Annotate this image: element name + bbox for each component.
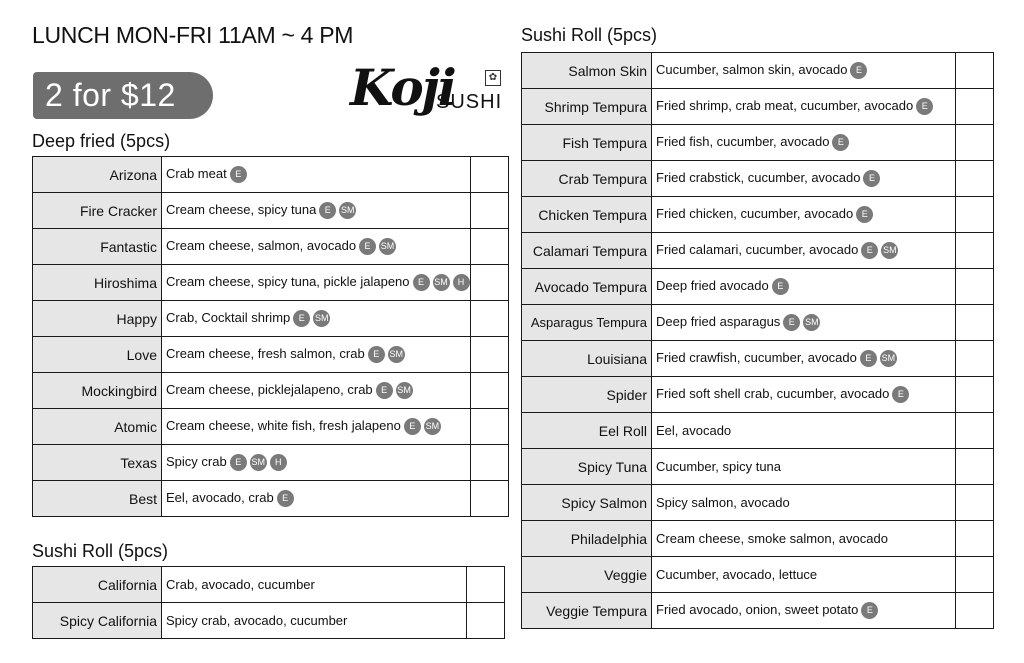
menu-item-name: Chicken Tempura [522, 197, 652, 233]
allergen-tag-icon: SM [880, 350, 897, 367]
order-checkbox-cell[interactable] [956, 269, 994, 305]
menu-row [33, 229, 509, 265]
menu-item-description [652, 269, 956, 305]
description-text: Cream cheese, salmon, avocado [166, 237, 357, 253]
menu-item-description [162, 157, 471, 193]
menu-item-description [162, 301, 471, 337]
menu-item-description [162, 409, 471, 445]
logo-wordmark: Koji [350, 58, 455, 117]
menu-item-description [162, 373, 471, 409]
order-checkbox-cell[interactable] [956, 557, 994, 593]
logo-stamp-icon: ✿ [485, 70, 501, 86]
allergen-tag-icon: E [368, 346, 385, 363]
description-text: Cream cheese, spicy tuna, pickle jalapeno [166, 273, 410, 289]
koji-sushi-logo [350, 58, 510, 118]
description-text: Fried calamari, cucumber, avocado [656, 241, 859, 257]
order-checkbox-cell[interactable] [470, 337, 508, 373]
allergen-tag-icon: E [916, 98, 933, 115]
order-checkbox-cell[interactable] [956, 521, 994, 557]
sushi-roll-right-title: Sushi Roll (5pcs) [521, 25, 658, 45]
menu-row [522, 233, 994, 269]
menu-row [33, 603, 505, 639]
description-text: Fried soft shell crab, cucumber, avocado [656, 385, 890, 401]
allergen-tag-icon: E [861, 602, 878, 619]
allergen-tag-icon: E [863, 170, 880, 187]
allergen-tag-icon: E [293, 310, 310, 327]
allergen-tag-icon: E [850, 62, 867, 79]
allergen-tag-icon: E [359, 238, 376, 255]
description-text: Cucumber, salmon skin, avocado [656, 61, 848, 77]
menu-item-name: Avocado Tempura [522, 269, 652, 305]
menu-row [522, 269, 994, 305]
menu-row [33, 157, 509, 193]
order-checkbox-cell[interactable] [470, 301, 508, 337]
allergen-tag-icon: E [860, 350, 877, 367]
menu-row [33, 373, 509, 409]
menu-item-description [162, 337, 471, 373]
menu-item-name: Happy [33, 301, 162, 337]
menu-item-name: Shrimp Tempura [522, 89, 652, 125]
menu-item-description [652, 593, 956, 629]
menu-row [522, 557, 994, 593]
lunch-hours-headline: LUNCH MON-FRI 11AM ~ 4 PM [32, 22, 354, 48]
description-text: Fried avocado, onion, sweet potato [656, 601, 859, 617]
allergen-tag-icon: E [277, 490, 294, 507]
order-checkbox-cell[interactable] [956, 233, 994, 269]
allergen-tag-icon: E [230, 454, 247, 471]
description-text: Fried crabstick, cucumber, avocado [656, 169, 861, 185]
menu-item-description [652, 89, 956, 125]
order-checkbox-cell[interactable] [956, 593, 994, 629]
menu-row [33, 567, 505, 603]
menu-item-name: Love [33, 337, 162, 373]
order-checkbox-cell[interactable] [956, 161, 994, 197]
menu-row [522, 305, 994, 341]
menu-row [522, 53, 994, 89]
allergen-tag-icon: E [413, 274, 430, 291]
description-text: Cream cheese, fresh salmon, crab [166, 345, 365, 361]
description-text: Cream cheese, white fish, fresh jalapeno [166, 417, 401, 433]
allergen-tag-icon: E [376, 382, 393, 399]
menu-row [522, 161, 994, 197]
description-text: Crab meat [166, 165, 227, 181]
menu-row [522, 413, 994, 449]
description-text: Cream cheese, picklejalapeno, crab [166, 381, 373, 397]
menu-item-name: Spicy Salmon [522, 485, 652, 521]
menu-item-description [162, 193, 471, 229]
allergen-tag-icon: SM [881, 242, 898, 259]
menu-item-name: Veggie Tempura [522, 593, 652, 629]
description-text: Eel, avocado [656, 423, 732, 438]
menu-item-description [652, 197, 956, 233]
order-checkbox-cell[interactable] [956, 53, 994, 89]
order-checkbox-cell[interactable] [956, 89, 994, 125]
menu-row [522, 593, 994, 629]
menu-row [33, 193, 509, 229]
menu-item-name: Philadelphia [522, 521, 652, 557]
allergen-tag-icon: SM [379, 238, 396, 255]
description-text: Crab, avocado, cucumber [166, 577, 315, 592]
order-checkbox-cell[interactable] [470, 157, 508, 193]
order-checkbox-cell[interactable] [470, 265, 508, 301]
description-text: Spicy crab, avocado, cucumber [166, 613, 348, 628]
order-checkbox-cell[interactable] [470, 445, 508, 481]
menu-item-name: Spicy Tuna [522, 449, 652, 485]
menu-row [33, 337, 509, 373]
menu-item-description [162, 567, 467, 603]
order-checkbox-cell[interactable] [956, 485, 994, 521]
allergen-tag-icon: E [404, 418, 421, 435]
order-checkbox-cell[interactable] [956, 341, 994, 377]
order-checkbox-cell[interactable] [467, 603, 505, 639]
order-checkbox-cell[interactable] [956, 377, 994, 413]
menu-item-name: Louisiana [522, 341, 652, 377]
menu-row [522, 521, 994, 557]
menu-item-description [162, 445, 471, 481]
order-checkbox-cell[interactable] [956, 305, 994, 341]
allergen-tag-icon: SM [388, 346, 405, 363]
sushi-roll-left-table [32, 566, 505, 639]
allergen-tag-icon: E [783, 314, 800, 331]
menu-row [522, 449, 994, 485]
allergen-tag-icon: E [861, 242, 878, 259]
allergen-tag-icon: E [319, 202, 336, 219]
order-checkbox-cell[interactable] [956, 413, 994, 449]
logo-subtext: SUSHI [436, 91, 503, 113]
menu-item-name: Fantastic [33, 229, 162, 265]
menu-item-name: California [33, 567, 162, 603]
menu-row [522, 377, 994, 413]
order-checkbox-cell[interactable] [956, 197, 994, 233]
menu-item-name: Atomic [33, 409, 162, 445]
menu-item-description [652, 413, 956, 449]
description-text: Cucumber, avocado, lettuce [656, 567, 818, 582]
description-text: Fried fish, cucumber, avocado [656, 133, 830, 149]
sushi-roll-right-table [521, 52, 994, 629]
description-text: Cucumber, spicy tuna [656, 459, 782, 474]
menu-row [33, 265, 509, 301]
order-checkbox-cell[interactable] [467, 567, 505, 603]
order-checkbox-cell[interactable] [956, 449, 994, 485]
menu-row [522, 197, 994, 233]
menu-item-description [162, 603, 467, 639]
menu-item-name: Hiroshima [33, 265, 162, 301]
description-text: Eel, avocado, crab [166, 489, 274, 505]
menu-item-name: Texas [33, 445, 162, 481]
order-checkbox-cell[interactable] [470, 229, 508, 265]
menu-item-name: Best [33, 481, 162, 517]
menu-item-description [652, 449, 956, 485]
menu-item-description [652, 233, 956, 269]
menu-item-description [652, 161, 956, 197]
menu-row [33, 409, 509, 445]
allergen-tag-icon: E [892, 386, 909, 403]
menu-row [33, 445, 509, 481]
order-checkbox-cell[interactable] [470, 409, 508, 445]
menu-row [522, 341, 994, 377]
order-checkbox-cell[interactable] [470, 373, 508, 409]
allergen-tag-icon: SM [339, 202, 356, 219]
description-text: Fried chicken, cucumber, avocado [656, 205, 854, 221]
allergen-tag-icon: H [270, 454, 287, 471]
description-text: Fried crawfish, cucumber, avocado [656, 349, 857, 365]
description-text: Deep fried avocado [656, 277, 769, 293]
menu-item-description [652, 125, 956, 161]
description-text: Spicy salmon, avocado [656, 495, 790, 510]
menu-item-name: Spicy California [33, 603, 162, 639]
menu-item-name: Salmon Skin [522, 53, 652, 89]
menu-item-description [162, 265, 471, 301]
allergen-tag-icon: E [772, 278, 789, 295]
allergen-tag-icon: E [832, 134, 849, 151]
allergen-tag-icon: E [230, 166, 247, 183]
menu-item-name: Arizona [33, 157, 162, 193]
allergen-tag-icon: E [856, 206, 873, 223]
menu-item-name: Asparagus Tempura [522, 305, 652, 341]
promo-badge: 2 for $12 [33, 72, 213, 119]
menu-item-description [652, 377, 956, 413]
menu-item-description [652, 485, 956, 521]
menu-item-name: Fish Tempura [522, 125, 652, 161]
menu-item-name: Eel Roll [522, 413, 652, 449]
order-checkbox-cell[interactable] [470, 481, 508, 517]
description-text: Spicy crab [166, 453, 227, 469]
menu-item-name: Mockingbird [33, 373, 162, 409]
description-text: Cream cheese, spicy tuna [166, 201, 317, 217]
menu-item-description [162, 229, 471, 265]
menu-item-description [652, 557, 956, 593]
allergen-tag-icon: SM [313, 310, 330, 327]
menu-item-description [652, 341, 956, 377]
menu-item-name: Calamari Tempura [522, 233, 652, 269]
menu-row [522, 485, 994, 521]
order-checkbox-cell[interactable] [956, 125, 994, 161]
deep-fried-table [32, 156, 509, 517]
description-text: Crab, Cocktail shrimp [166, 309, 291, 325]
allergen-tag-icon: SM [433, 274, 450, 291]
description-text: Fried shrimp, crab meat, cucumber, avocado [656, 97, 914, 113]
sushi-roll-left-title: Sushi Roll (5pcs) [32, 541, 169, 561]
menu-item-description [162, 481, 471, 517]
description-text: Deep fried asparagus [656, 313, 781, 329]
menu-item-name: Spider [522, 377, 652, 413]
description-text: Cream cheese, smoke salmon, avocado [656, 531, 888, 546]
menu-row [522, 89, 994, 125]
allergen-tag-icon: SM [803, 314, 820, 331]
menu-item-description [652, 521, 956, 557]
menu-row [33, 301, 509, 337]
menu-item-description [652, 305, 956, 341]
menu-item-description [652, 53, 956, 89]
order-checkbox-cell[interactable] [470, 193, 508, 229]
menu-item-name: Fire Cracker [33, 193, 162, 229]
menu-row [522, 125, 994, 161]
menu-item-name: Veggie [522, 557, 652, 593]
allergen-tag-icon: SM [424, 418, 441, 435]
menu-row [33, 481, 509, 517]
menu-item-name: Crab Tempura [522, 161, 652, 197]
allergen-tag-icon: SM [250, 454, 267, 471]
allergen-tag-icon: SM [396, 382, 413, 399]
allergen-tag-icon: H [453, 274, 470, 291]
deep-fried-title: Deep fried (5pcs) [32, 131, 171, 151]
